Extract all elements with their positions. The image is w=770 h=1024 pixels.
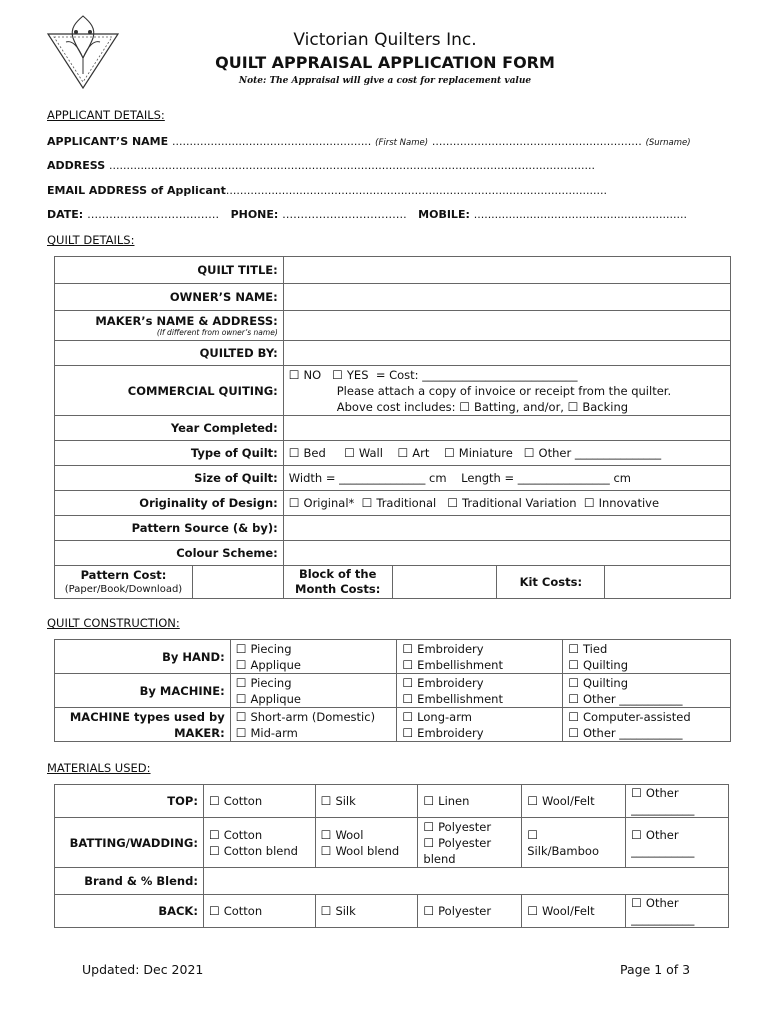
year-field[interactable] <box>283 416 730 441</box>
top-other-line[interactable]: ___________ <box>631 802 695 816</box>
construction-table <box>54 639 731 742</box>
applicant-heading: APPLICANT DETAILS: <box>47 108 165 122</box>
width-field[interactable]: Width = _______________ cm <box>288 471 447 485</box>
type-miniature-checkbox[interactable]: ☐ Miniature <box>444 446 513 460</box>
back-other-checkbox[interactable]: ☐ Other <box>631 896 678 910</box>
long-arm-checkbox[interactable]: ☐ Long-arm <box>402 710 472 724</box>
batting-label: BATTING/WADDING: <box>55 818 204 868</box>
hand-embroidery-checkbox[interactable]: ☐ Embroidery <box>402 642 483 656</box>
machine-col-2 <box>397 674 563 708</box>
year-label: Year Completed: <box>55 416 284 441</box>
pattern-cost-field[interactable] <box>192 566 283 599</box>
by-hand-label: By HAND: <box>55 640 231 674</box>
materials-table <box>54 784 729 928</box>
colour-scheme-field[interactable] <box>283 541 730 566</box>
name-label: APPLICANT’S NAME <box>47 135 169 148</box>
attach-note: Please attach a copy of invoice or receipt from the quilter. <box>336 383 672 398</box>
botm-field[interactable] <box>392 566 497 599</box>
quilt-heading: QUILT DETAILS: <box>47 233 135 247</box>
size-field[interactable] <box>283 466 730 491</box>
hand-tied-checkbox[interactable]: ☐ Tied <box>568 642 607 656</box>
computer-assisted-checkbox[interactable]: ☐ Computer-assisted <box>568 710 690 724</box>
type-wall-checkbox[interactable]: ☐ Wall <box>344 446 383 460</box>
botm-label: Block of the Month Costs: <box>283 566 392 599</box>
backing-checkbox[interactable]: ☐ Backing <box>568 400 628 414</box>
original-checkbox[interactable]: ☐ Original* <box>289 496 355 510</box>
batting-other-checkbox[interactable]: ☐ Other <box>631 828 678 842</box>
updated-date: Updated: Dec 2021 <box>82 962 204 977</box>
colour-scheme-label: Colour Scheme: <box>55 541 284 566</box>
originality-options <box>283 491 730 516</box>
top-label: TOP: <box>55 785 204 818</box>
no-checkbox[interactable]: ☐ NO <box>289 368 321 382</box>
machine-col-1 <box>230 674 397 708</box>
yes-checkbox[interactable]: ☐ YES <box>332 368 368 382</box>
batting-wool-blend-checkbox[interactable]: ☐ Wool blend <box>321 844 400 858</box>
types-other-checkbox[interactable]: ☐ Other ___________ <box>568 726 682 740</box>
address-label: ADDRESS <box>47 159 106 172</box>
construction-heading: QUILT CONSTRUCTION: <box>47 616 180 630</box>
maker-note: (If different from owner’s name) <box>156 328 278 337</box>
batting-polyester-checkbox[interactable]: ☐ Polyester <box>423 820 491 834</box>
address-line[interactable]: ADDRESS ........................................................................................................................................... <box>47 159 595 172</box>
mobile-label: MOBILE: <box>418 208 470 221</box>
email-label: EMAIL ADDRESS of Applicant <box>47 184 226 197</box>
owner-name-field[interactable] <box>283 284 730 311</box>
kit-costs-field[interactable] <box>605 566 731 599</box>
hand-piecing-checkbox[interactable]: ☐ Piecing <box>236 642 292 656</box>
types-embroidery-checkbox[interactable]: ☐ Embroidery <box>402 726 483 740</box>
cost-line[interactable]: = Cost: ___________________________ <box>375 367 578 382</box>
quilted-by-field[interactable] <box>283 341 730 366</box>
batting-wool-checkbox[interactable]: ☐ Wool <box>321 828 364 842</box>
pattern-cost-label: Pattern Cost: (Paper/Book/Download) <box>55 566 193 599</box>
back-silk-checkbox[interactable]: ☐ Silk <box>321 904 356 918</box>
hand-col-1 <box>230 640 397 674</box>
length-field[interactable]: Length = ________________ cm <box>461 471 631 485</box>
batting-polyester-blend-checkbox[interactable]: ☐ Polyester blend <box>423 836 491 866</box>
quilt-title-label: QUILT TITLE: <box>55 257 284 284</box>
batting-other-line[interactable]: ___________ <box>631 843 695 858</box>
quilt-details-table <box>54 256 731 599</box>
machine-col-3 <box>563 674 731 708</box>
originality-label: Originality of Design: <box>55 491 284 516</box>
top-linen-checkbox[interactable]: ☐ Linen <box>423 794 469 808</box>
machine-embroidery-checkbox[interactable]: ☐ Embroidery <box>402 676 483 690</box>
quilted-by-label: QUILTED BY: <box>55 341 284 366</box>
short-arm-checkbox[interactable]: ☐ Short-arm (Domestic) <box>236 710 375 724</box>
batting-silk-bamboo-label: Silk/Bamboo <box>527 843 599 858</box>
form-title: QUILT APPRAISAL APPLICATION FORM <box>215 53 555 72</box>
top-wool-felt-checkbox[interactable]: ☐ Wool/Felt <box>527 794 594 808</box>
commercial-field[interactable] <box>283 366 730 416</box>
email-line[interactable]: EMAIL ADDRESS of Applicant............................................................................................................. <box>47 184 607 197</box>
top-silk-checkbox[interactable]: ☐ Silk <box>321 794 356 808</box>
traditional-variation-checkbox[interactable]: ☐ Traditional Variation <box>447 496 576 510</box>
kit-costs-label: Kit Costs: <box>497 566 605 599</box>
phone-label: PHONE: <box>230 208 279 221</box>
size-label: Size of Quilt: <box>55 466 284 491</box>
top-other-checkbox[interactable]: ☐ Other <box>631 786 678 800</box>
maker-label: MAKER’s NAME & ADDRESS: (If different from owner’s name) <box>55 311 284 341</box>
type-art-checkbox[interactable]: ☐ Art <box>398 446 430 460</box>
machine-quilting-checkbox[interactable]: ☐ Quilting <box>568 676 628 690</box>
above-cost-text: Above cost includes: <box>336 399 456 414</box>
batting-cotton-checkbox[interactable]: ☐ Cotton <box>209 828 262 842</box>
machine-piecing-checkbox[interactable]: ☐ Piecing <box>236 676 292 690</box>
type-options <box>283 441 730 466</box>
hand-col-3 <box>563 640 731 674</box>
pattern-source-label: Pattern Source (& by): <box>55 516 284 541</box>
page-number: Page 1 of 3 <box>620 962 691 977</box>
surname-hint: (Surname) <box>645 138 691 148</box>
batting-silk-bamboo-checkbox[interactable] <box>527 828 542 842</box>
commercial-label: COMMERCIAL QUITING: <box>55 366 284 416</box>
hand-embellishment-checkbox[interactable]: ☐ Embellishment <box>402 658 503 672</box>
materials-heading: MATERIALS USED: <box>47 761 151 775</box>
back-cotton-checkbox[interactable]: ☐ Cotton <box>209 904 262 918</box>
form-note: Note: The Appraisal will give a cost for replacement value <box>238 76 532 86</box>
types-col-2 <box>397 708 563 742</box>
applicant-name-line[interactable]: APPLICANT’S NAME ......................................................... (First Name) ............................................................ (Surname) <box>47 135 691 148</box>
traditional-checkbox[interactable]: ☐ Traditional <box>362 496 437 510</box>
pattern-cost-sub: (Paper/Book/Download) <box>64 583 183 595</box>
top-cotton-checkbox[interactable]: ☐ Cotton <box>209 794 262 808</box>
type-label: Type of Quilt: <box>55 441 284 466</box>
machine-other-checkbox[interactable]: ☐ Other ___________ <box>568 692 682 706</box>
hand-quilting-checkbox[interactable]: ☐ Quilting <box>568 658 628 672</box>
hand-col-2 <box>397 640 563 674</box>
innovative-checkbox[interactable]: ☐ Innovative <box>584 496 659 510</box>
back-other-line[interactable]: ___________ <box>631 912 695 926</box>
pattern-source-field[interactable] <box>283 516 730 541</box>
brand-blend-field[interactable] <box>203 868 728 895</box>
quilt-title-field[interactable] <box>283 257 730 284</box>
hand-applique-checkbox[interactable]: ☐ Applique <box>236 658 301 672</box>
type-other-checkbox[interactable]: ☐ Other _______________ <box>524 446 661 460</box>
organisation-name: Victorian Quilters Inc. <box>293 30 477 50</box>
back-label: BACK: <box>55 895 204 928</box>
machine-embellishment-checkbox[interactable]: ☐ Embellishment <box>402 692 503 706</box>
type-bed-checkbox[interactable]: ☐ Bed <box>289 446 326 460</box>
mid-arm-checkbox[interactable]: ☐ Mid-arm <box>236 726 298 740</box>
types-col-3 <box>563 708 731 742</box>
date-phone-line[interactable]: DATE: ……………………………… PHONE: ……………………………. MOBILE: ............................................................. <box>47 208 687 221</box>
first-name-hint: (First Name) <box>375 138 429 148</box>
brand-blend-label: Brand & % Blend: <box>55 868 204 895</box>
maker-field[interactable] <box>283 311 730 341</box>
batting-cotton-blend-checkbox[interactable]: ☐ Cotton blend <box>209 844 298 858</box>
owner-name-label: OWNER’S NAME: <box>55 284 284 311</box>
batting-checkbox[interactable]: ☐ Batting, and/or, <box>459 400 564 414</box>
machine-applique-checkbox[interactable]: ☐ Applique <box>236 692 301 706</box>
types-col-1 <box>230 708 397 742</box>
date-label: DATE: <box>47 208 84 221</box>
back-polyester-checkbox[interactable]: ☐ Polyester <box>423 904 491 918</box>
back-wool-felt-checkbox[interactable]: ☐ Wool/Felt <box>527 904 594 918</box>
machine-types-label: MACHINE types used by MAKER: <box>55 708 231 742</box>
by-machine-label: By MACHINE: <box>55 674 231 708</box>
